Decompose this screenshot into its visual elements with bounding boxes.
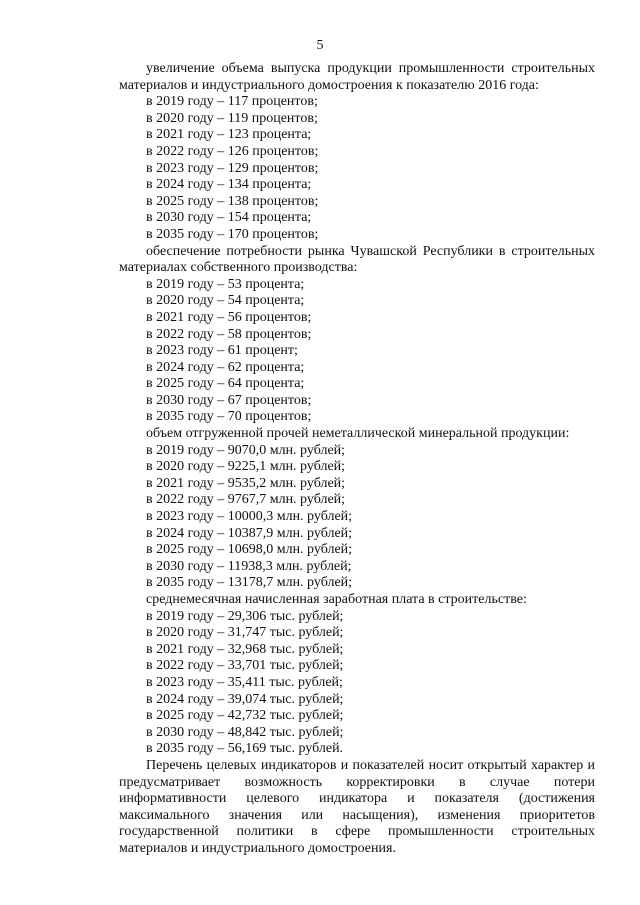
list-item: в 2025 году – 138 процентов; xyxy=(146,193,319,209)
list-item: в 2021 году – 56 процентов; xyxy=(146,309,312,325)
list-item: в 2030 году – 48,842 тыс. рублей; xyxy=(146,724,344,740)
list-item: в 2024 году – 39,074 тыс. рублей; xyxy=(146,691,344,707)
list-item: в 2030 году – 154 процента; xyxy=(146,210,312,226)
list-item: в 2022 году – 126 процентов; xyxy=(146,143,319,159)
list-item: в 2020 году – 9225,1 млн. рублей; xyxy=(146,459,346,475)
list-item: в 2022 году – 58 процентов; xyxy=(146,326,312,342)
section-heading: увеличение объема выпуска продукции промышленности строительных материалов и индустриального домостроения к показателю 2016 года: xyxy=(119,61,595,93)
document-body xyxy=(119,61,595,858)
list-item: в 2022 году – 33,701 тыс. рублей; xyxy=(146,658,344,674)
list-item: в 2021 году – 9535,2 млн. рублей; xyxy=(146,475,346,491)
list-item: в 2035 году – 13178,7 млн. рублей; xyxy=(146,575,353,591)
list-item: в 2023 году – 129 процентов; xyxy=(146,160,319,176)
section-heading: объем отгруженной прочей неметаллической минеральной продукции: xyxy=(146,426,570,442)
list-item: в 2021 году – 32,968 тыс. рублей; xyxy=(146,641,344,657)
list-item: в 2019 году – 29,306 тыс. рублей; xyxy=(146,608,344,624)
list-item: в 2030 году – 11938,3 млн. рублей; xyxy=(146,558,352,574)
closing-paragraph: Перечень целевых индикаторов и показателей носит открытый характер и предусматривает возможность корректировки в случае потери информативности целевого индикатора и показателя (достижения максимального значения или насыщения), изменения приоритетов государственной политики в сфере промышленности строительных материалов и индустриального домостроения. xyxy=(119,757,595,856)
list-item: в 2025 году – 10698,0 млн. рублей; xyxy=(146,542,353,558)
list-item: в 2021 году – 123 процента; xyxy=(146,127,312,143)
list-item: в 2020 году – 119 процентов; xyxy=(146,110,318,126)
list-item: в 2023 году – 10000,3 млн. рублей; xyxy=(146,509,353,525)
list-item: в 2019 году – 117 процентов; xyxy=(146,94,318,110)
list-item: в 2024 году – 134 процента; xyxy=(146,177,312,193)
list-item: в 2025 году – 64 процента; xyxy=(146,376,305,392)
list-item: в 2024 году – 62 процента; xyxy=(146,359,305,375)
list-item: в 2035 году – 56,169 тыс. рублей. xyxy=(146,741,344,757)
list-item: в 2020 году – 31,747 тыс. рублей; xyxy=(146,625,344,641)
list-item: в 2023 году – 35,411 тыс. рублей; xyxy=(146,674,343,690)
list-item: в 2024 году – 10387,9 млн. рублей; xyxy=(146,525,353,541)
page-number: 5 xyxy=(316,38,324,53)
list-item: в 2020 году – 54 процента; xyxy=(146,293,305,309)
list-item: в 2019 году – 9070,0 млн. рублей; xyxy=(146,442,346,458)
list-item: в 2035 году – 170 процентов; xyxy=(146,226,319,242)
section-heading: обеспечение потребности рынка Чувашской Республики в строительных материалах собственного производства: xyxy=(119,243,595,276)
list-item: в 2023 году – 61 процент; xyxy=(146,343,298,359)
list-item: в 2022 году – 9767,7 млн. рублей; xyxy=(146,492,346,508)
section-heading: среднемесячная начисленная заработная плата в строительстве: xyxy=(146,592,527,607)
list-item: в 2030 году – 67 процентов; xyxy=(146,392,312,408)
list-item: в 2025 году – 42,732 тыс. рублей; xyxy=(146,708,344,724)
list-item: в 2035 году – 70 процентов; xyxy=(146,409,312,425)
list-item: в 2019 году – 53 процента; xyxy=(146,276,305,292)
